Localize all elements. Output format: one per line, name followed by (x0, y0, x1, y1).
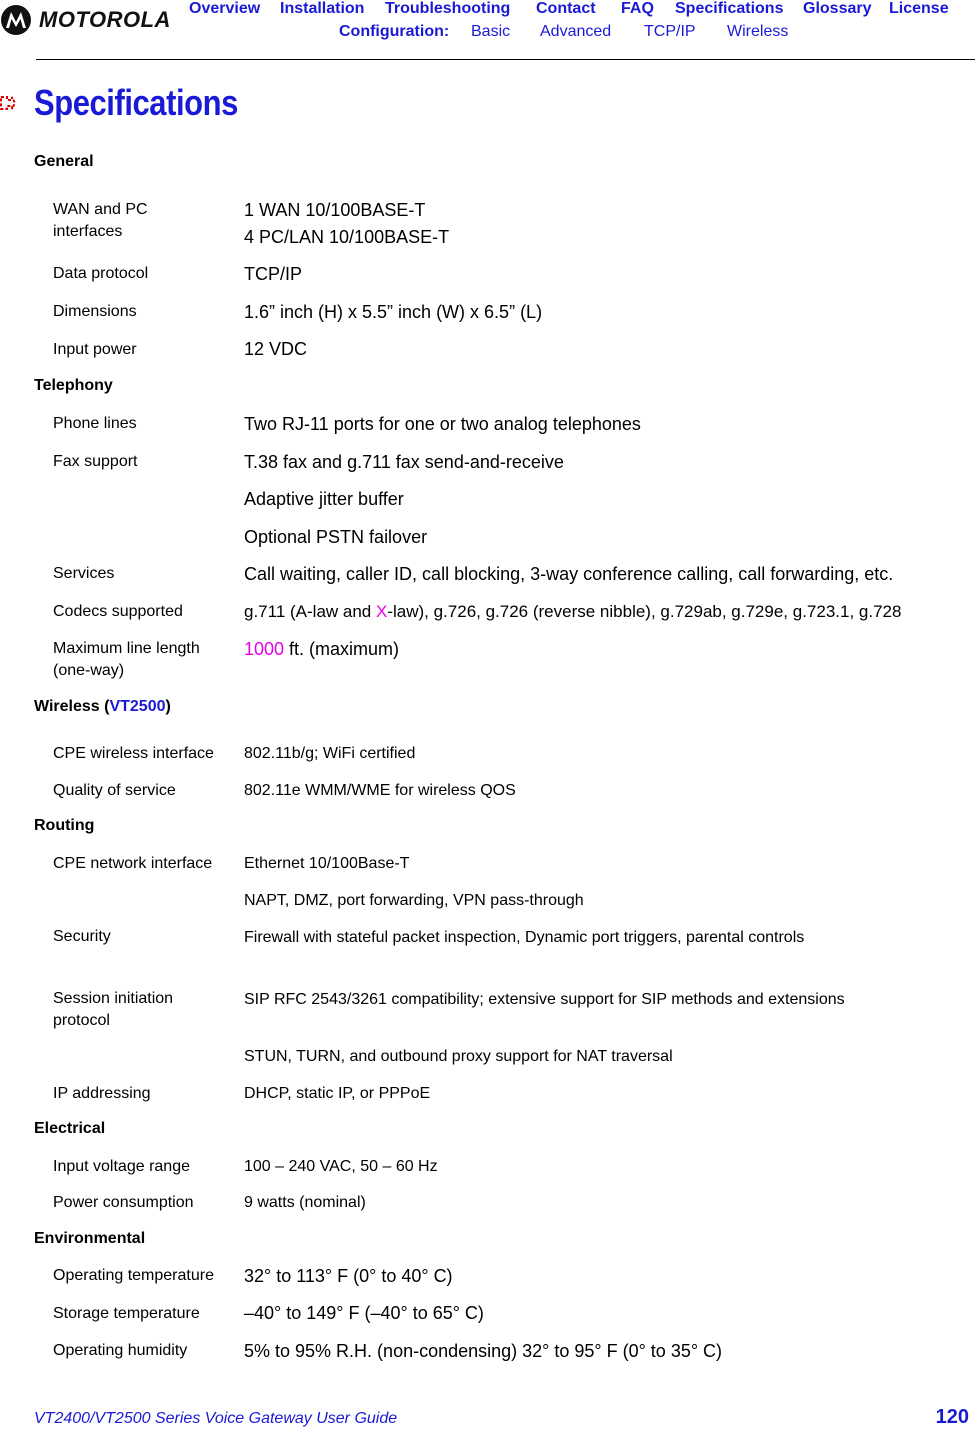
spec-value: STUN, TURN, and outbound proxy support for NAT traversal (244, 1048, 673, 1065)
nav-config-advanced[interactable]: Advanced (540, 23, 612, 40)
footer-guide-title: VT2400/VT2500 Series Voice Gateway User Guide (34, 1410, 398, 1427)
nav-contact[interactable]: Contact (536, 0, 596, 17)
section-wireless-heading (34, 698, 171, 716)
spec-value: 4 PC/LAN 10/100BASE-T (244, 227, 450, 247)
spec-label: Security (53, 928, 111, 945)
wireless-heading-text: Wireless ( (34, 698, 110, 715)
configuration-label: Configuration: (339, 23, 450, 40)
spec-label: Power consumption (53, 1194, 194, 1211)
spec-value: 1.6” inch (H) x 5.5” inch (W) x 6.5” (L) (244, 302, 543, 322)
spec-label: Phone lines (53, 415, 137, 432)
spec-label: Services (53, 565, 115, 582)
mu-symbol: X (375, 602, 388, 621)
section-routing-heading: Routing (34, 817, 95, 834)
line-length-unit: ft. (maximum) (284, 639, 400, 659)
spec-value: 802.11e WMM/WME for wireless QOS (244, 782, 516, 799)
spec-value: Firewall with stateful packet inspection, Dynamic port triggers, parental controls (244, 929, 805, 946)
motorola-logo (0, 2, 180, 38)
spec-label: Dimensions (53, 303, 137, 320)
nav-faq[interactable]: FAQ (621, 0, 654, 17)
spec-label: Input power (53, 341, 137, 358)
nav-overview[interactable]: Overview (189, 0, 261, 17)
spec-label: Codecs supported (53, 603, 183, 620)
page-title: Specifications (34, 82, 238, 123)
section-general-heading: General (34, 153, 94, 170)
nav-glossary[interactable]: Glossary (803, 0, 872, 17)
spec-value: 32° to 113° F (0° to 40° C) (244, 1266, 453, 1286)
section-telephony-heading: Telephony (34, 377, 113, 394)
brand-wordmark: MOTOROLA (39, 7, 171, 32)
wireless-model-link[interactable]: VT2500 (109, 698, 166, 715)
spec-value: T.38 fax and g.711 fax send-and-receive (244, 452, 564, 472)
spec-label: Data protocol (53, 265, 149, 282)
spec-value: Adaptive jitter buffer (244, 489, 404, 509)
spec-value: 9 watts (nominal) (244, 1194, 366, 1211)
spec-label: Operating temperature (53, 1267, 214, 1284)
section-environmental-heading: Environmental (34, 1230, 146, 1247)
nav-config-tcpip[interactable]: TCP/IP (644, 23, 696, 40)
spec-label: CPE network interface (53, 855, 213, 872)
spec-label: Storage temperature (53, 1305, 200, 1322)
header-divider (36, 59, 975, 60)
spec-label: Quality of service (53, 782, 176, 799)
spec-value: Call waiting, caller ID, call blocking, 3-way conference calling, call forwarding, etc. (244, 564, 894, 584)
spec-value (244, 636, 399, 663)
spec-value: NAPT, DMZ, port forwarding, VPN pass-through (244, 892, 584, 909)
spec-value: DHCP, static IP, or PPPoE (244, 1085, 431, 1102)
spec-label: Maximum line length (one-way) (53, 640, 200, 679)
spec-label: Operating humidity (53, 1342, 188, 1359)
title-bullet-icon (0, 96, 16, 110)
spec-label: Session initiation protocol (53, 990, 174, 1029)
spec-value: –40° to 149° F (–40° to 65° C) (244, 1303, 484, 1323)
page-number: 120 (935, 1406, 969, 1428)
spec-value: 12 VDC (244, 339, 308, 359)
spec-value (244, 598, 901, 625)
nav-specifications[interactable]: Specifications (675, 0, 784, 17)
spec-label: Input voltage range (53, 1158, 190, 1175)
spec-value: 802.11b/g; WiFi certified (244, 745, 416, 762)
spec-value: SIP RFC 2543/3261 compatibility; extensive support for SIP methods and extensions (244, 991, 845, 1008)
nav-license[interactable]: License (889, 0, 949, 17)
nav-config-basic[interactable]: Basic (471, 23, 511, 40)
spec-value: 5% to 95% R.H. (non-condensing) 32° to 95° F (0° to 35° C) (244, 1341, 723, 1361)
spec-value: Two RJ-11 ports for one or two analog telephones (244, 414, 641, 434)
spec-value: TCP/IP (244, 264, 303, 284)
nav-config-wireless[interactable]: Wireless (727, 23, 789, 40)
spec-value: 1 WAN 10/100BASE-T (244, 200, 426, 220)
codec-text: -law), g.726, g.726 (reverse nibble), g.729ab, g.729e, g.723.1, g.728 (387, 602, 902, 621)
section-electrical-heading: Electrical (34, 1120, 106, 1137)
wireless-heading-close: ) (165, 698, 171, 715)
spec-label: WAN and PC interfaces (53, 201, 148, 240)
spec-label: Fax support (53, 453, 138, 470)
nav-installation[interactable]: Installation (280, 0, 365, 17)
spec-label: IP addressing (53, 1085, 151, 1102)
line-length-number: 1000 (244, 639, 285, 659)
spec-label: CPE wireless interface (53, 745, 214, 762)
codec-text: g.711 (A-law and (244, 602, 376, 621)
spec-value: 100 – 240 VAC, 50 – 60 Hz (244, 1158, 438, 1175)
nav-troubleshooting[interactable]: Troubleshooting (385, 0, 511, 17)
spec-value: Optional PSTN failover (244, 527, 428, 547)
spec-value: Ethernet 10/100Base-T (244, 855, 410, 872)
